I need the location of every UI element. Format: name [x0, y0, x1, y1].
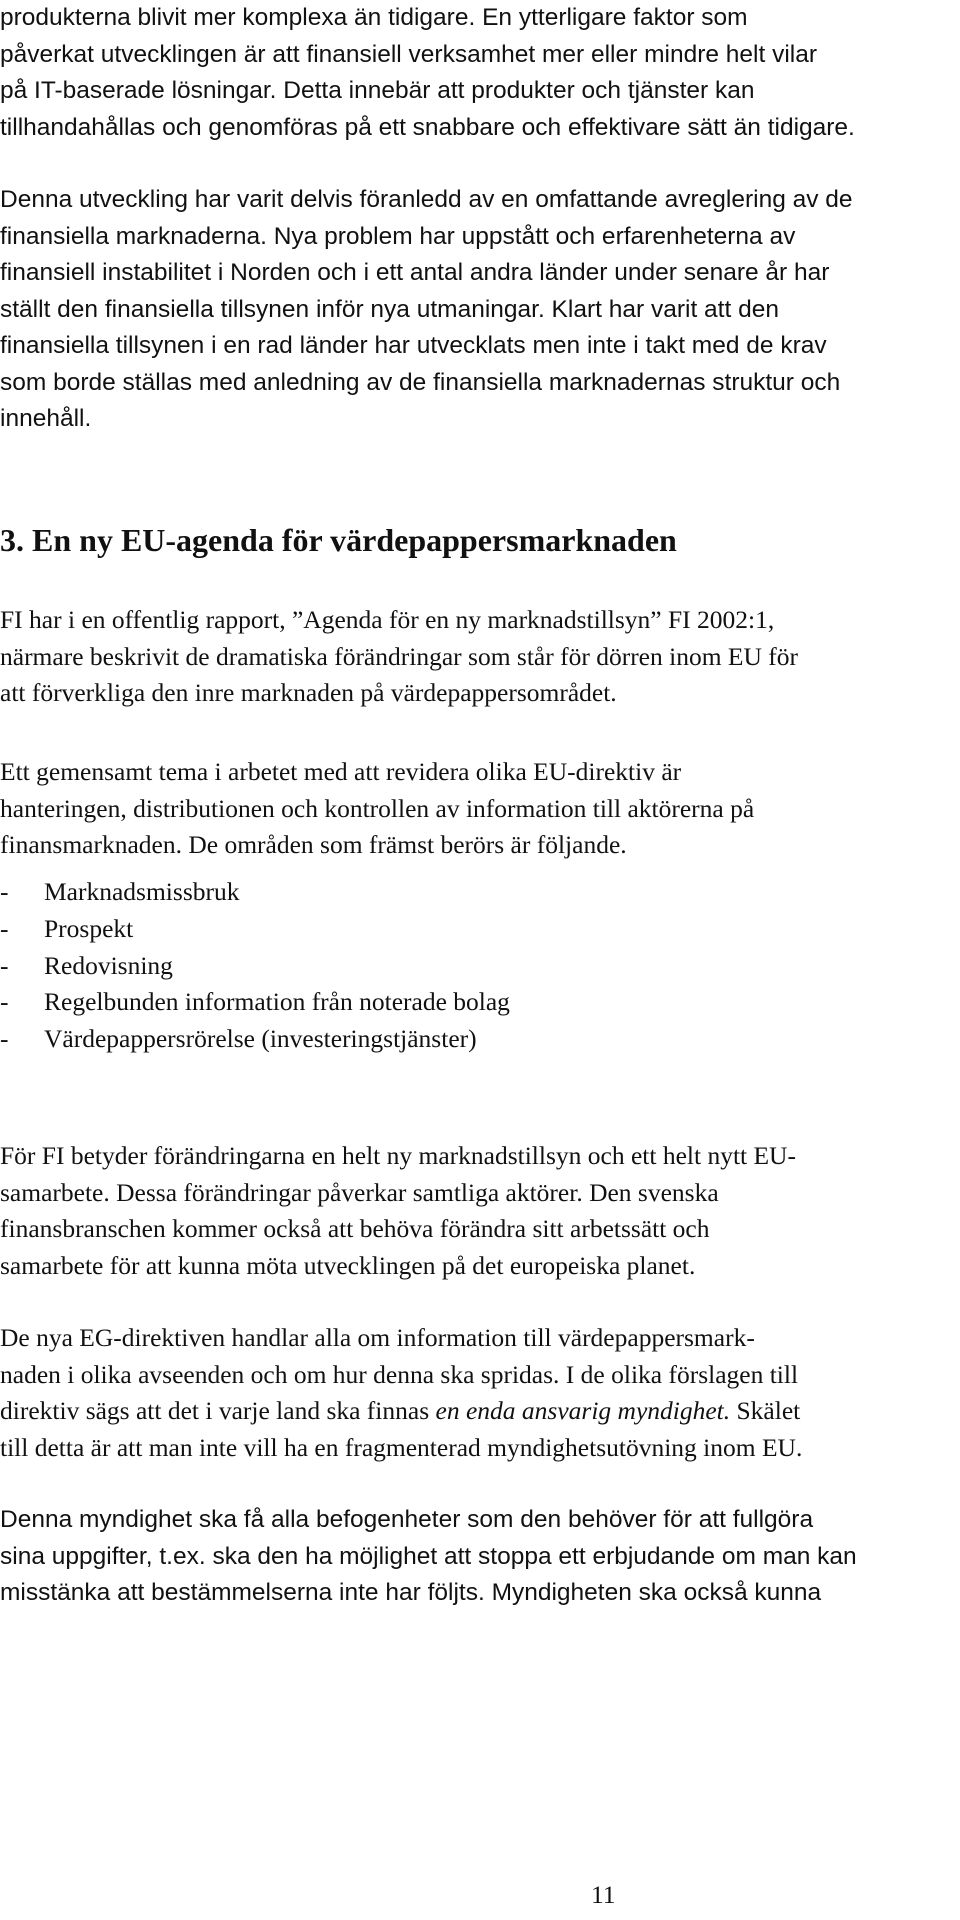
text-line: till detta är att man inte vill ha en fragmenterad myndighetsutövning inom EU. [0, 1432, 803, 1462]
list-item-text: Värdepappersrörelse (investeringstjänster) [44, 1024, 477, 1054]
paragraph-fi-report [0, 602, 960, 712]
text-line-mixed [0, 1393, 960, 1430]
text-line: finansiella marknaderna. Nya problem har uppstått och erfarenheterna av [0, 222, 796, 250]
text-line: hanteringen, distributionen och kontrollen av information till aktörerna på [0, 793, 755, 823]
text-line: finansiell instabilitet i Norden och i ett antal andra länder under senare år har [0, 259, 830, 286]
paragraph-deregulation [0, 182, 960, 438]
paragraph-authority-powers [0, 1502, 960, 1612]
text-line: innehåll. [0, 405, 92, 432]
list-item [0, 911, 510, 948]
list-dash: - [0, 987, 9, 1017]
list-item-text: Redovisning [44, 950, 173, 980]
section-heading: 3. En ny EU-agenda för värdepappersmarknaden [0, 522, 677, 558]
list-item [0, 984, 510, 1021]
text-line: naden i olika avseenden och om hur denna ska spridas. I de olika förslagen till [0, 1359, 799, 1389]
text-line: ställt den finansiella tillsynen inför nya utmaningar. Klart har varit att den [0, 295, 779, 323]
text-line: För FI betyder förändringarna en helt ny marknadstillsyn och ett helt nytt EU- [0, 1141, 796, 1170]
text-line: att förverkliga den inre marknaden på värdepappersområdet. [0, 678, 617, 707]
text-line: sina uppgifter, t.ex. ska den ha möjlighet att stoppa ett erbjudande om man kan [0, 1542, 857, 1570]
list-dash: - [0, 877, 9, 906]
list-item-text: Regelbunden information från noterade bolag [44, 987, 510, 1017]
list-item-text: Prospekt [44, 913, 134, 943]
text-line: närmare beskrivit de dramatiska förändringar som står för dörren inom EU för [0, 641, 799, 671]
text-line: produkterna blivit mer komplexa än tidigare. En ytterligare faktor som [0, 4, 748, 31]
text-line: De nya EG-direktiven handlar alla om information till värdepappersmark- [0, 1323, 755, 1352]
list-item [0, 948, 510, 985]
text-line: finansbranschen kommer också att behöva förändra sitt arbetssätt och [0, 1214, 710, 1243]
text-line: påverkat utvecklingen är att finansiell verksamhet mer eller mindre helt vilar [0, 40, 818, 68]
text-line: Denna utveckling har varit delvis föranledd av en omfattande avreglering av de [0, 186, 853, 213]
text-line: Denna myndighet ska få alla befogenheter som den behöver för att fullgöra [0, 1506, 814, 1533]
text-line: tillhandahållas och genomföras på ett snabbare och effektivare sätt än tidigare. [0, 113, 855, 141]
list-dash: - [0, 950, 9, 980]
list-item [0, 874, 510, 911]
text-line: FI har i en offentlig rapport, ”Agenda för en ny marknadstillsyn” FI 2002:1, [0, 605, 775, 634]
text-segment: direktiv sägs att det i varje land ska finnas [0, 1396, 436, 1425]
list-item [0, 1021, 510, 1058]
text-line: Ett gemensamt tema i arbetet med att revidera olika EU-direktiv är [0, 757, 682, 786]
text-line: finansmarknaden. De områden som främst berörs är följande. [0, 830, 627, 859]
paragraph-intro-continued [0, 0, 960, 146]
page-number: 11 [591, 1880, 616, 1909]
paragraph-fi-meaning [0, 1138, 960, 1284]
text-line: som borde ställas med anledning av de finansiella marknadernas struktur och [0, 368, 841, 396]
list-dash: - [0, 1024, 9, 1054]
text-line: misstänka att bestämmelserna inte har följts. Myndigheten ska också kunna [0, 1579, 822, 1606]
text-line: samarbete. Dessa förändringar påverkar samtliga aktörer. Den svenska [0, 1177, 719, 1207]
text-segment: Skälet [730, 1396, 801, 1425]
affected-areas-list [0, 874, 510, 1058]
list-dash: - [0, 913, 9, 943]
paragraph-eg-directives [0, 1320, 960, 1466]
text-line: samarbete för att kunna möta utvecklingen på det europeiska planet. [0, 1250, 696, 1280]
list-item-text: Marknadsmissbruk [44, 877, 240, 906]
text-line: på IT-baserade lösningar. Detta innebär att produkter och tjänster kan [0, 77, 755, 104]
text-line: finansiella tillsynen i en rad länder har utvecklats men inte i takt med de krav [0, 332, 827, 359]
italic-emphasis: en enda ansvarig myndighet. [435, 1396, 731, 1425]
paragraph-common-theme [0, 754, 960, 864]
